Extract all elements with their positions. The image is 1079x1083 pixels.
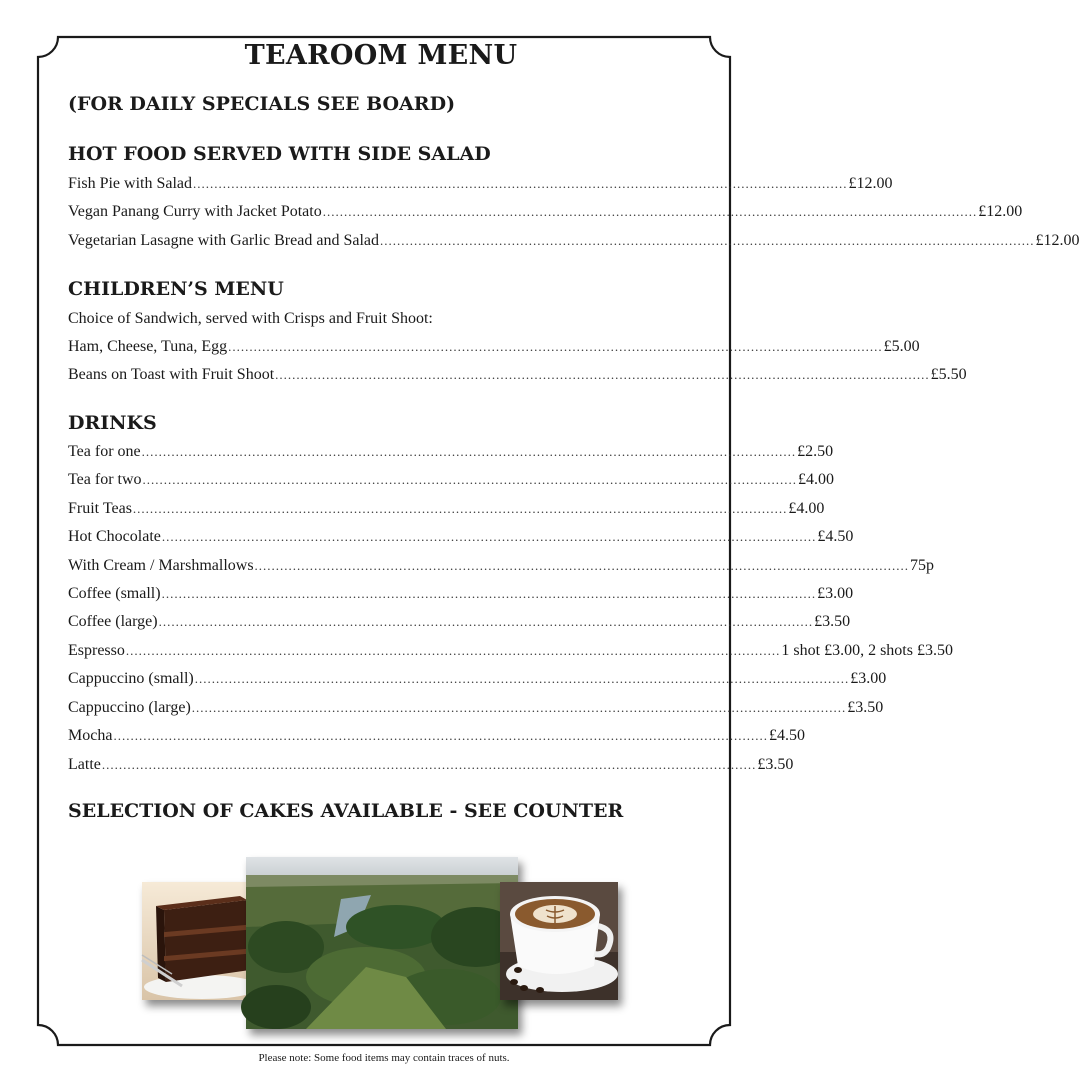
- menu-item: [68, 724, 805, 748]
- menu-item: [68, 696, 884, 720]
- dot-leader: ..........................................................................................................................................................: [125, 643, 781, 658]
- menu-item: [68, 753, 794, 777]
- item-price: £12.00: [978, 203, 1023, 220]
- dot-leader: ..........................................................................................................................................................: [113, 728, 768, 743]
- dot-leader: ..........................................................................................................................................................: [194, 671, 850, 686]
- dot-leader: ..........................................................................................................................................................: [142, 472, 798, 487]
- item-name: Coffee (small): [68, 585, 161, 602]
- item-name: Vegetarian Lasagne with Garlic Bread and Salad: [68, 232, 379, 249]
- dot-leader: ..........................................................................................................................................................: [191, 700, 847, 715]
- chocolate-cake-photo: [142, 882, 260, 1000]
- dot-leader: ..........................................................................................................................................................: [101, 757, 757, 772]
- dot-leader: ..........................................................................................................................................................: [193, 176, 848, 191]
- item-price: £5.50: [930, 366, 967, 383]
- allergy-note: Please note: Some food items may contain traces of nuts.: [258, 1052, 510, 1064]
- item-price: £3.50: [757, 756, 794, 773]
- dot-leader: ..........................................................................................................................................................: [158, 614, 814, 629]
- item-name: Fruit Teas: [68, 500, 132, 517]
- item-price: £5.00: [883, 338, 920, 355]
- item-name: Ham, Cheese, Tuna, Egg: [68, 338, 228, 355]
- item-name: Espresso: [68, 642, 125, 659]
- menu-item: [68, 554, 935, 578]
- item-name: Coffee (large): [68, 613, 158, 630]
- childrens-menu-note: Choice of Sandwich, served with Crisps and Fruit Shoot:: [68, 310, 433, 327]
- item-name: Cappuccino (large): [68, 699, 191, 716]
- menu-item: [68, 639, 953, 663]
- cakes-heading: SELECTION OF CAKES AVAILABLE - SEE COUNTER: [68, 800, 624, 822]
- dot-leader: ..........................................................................................................................................................: [228, 339, 883, 354]
- coffee-cup-photo: [500, 882, 618, 1000]
- dot-leader: ..........................................................................................................................................................: [322, 204, 978, 219]
- item-price: £12.00: [1035, 232, 1079, 249]
- item-name: Tea for two: [68, 471, 142, 488]
- menu-item: [68, 172, 893, 196]
- menu-item: [68, 525, 854, 549]
- menu-item: [68, 582, 854, 606]
- item-name: Vegan Panang Curry with Jacket Potato: [68, 203, 322, 220]
- dot-leader: ..........................................................................................................................................................: [254, 558, 910, 573]
- item-price: 1 shot £3.00, 2 shots £3.50: [781, 642, 953, 659]
- item-price: £3.00: [850, 670, 887, 687]
- menu-item: [68, 363, 967, 387]
- garden-aerial-photo: [246, 857, 518, 1029]
- item-price: 75p: [910, 557, 935, 574]
- menu-item: [68, 200, 1023, 224]
- item-price: £12.00: [848, 175, 893, 192]
- item-price: £3.00: [817, 585, 854, 602]
- item-price: £4.00: [798, 471, 835, 488]
- menu-item: [68, 335, 920, 359]
- dot-leader: ..........................................................................................................................................................: [141, 444, 797, 459]
- item-price: £3.50: [847, 699, 884, 716]
- menu-item: [68, 468, 835, 492]
- dot-leader: ..........................................................................................................................................................: [161, 529, 817, 544]
- menu-item: [68, 610, 851, 634]
- hot-food-heading: HOT FOOD SERVED WITH SIDE SALAD: [68, 143, 491, 165]
- dot-leader: ..........................................................................................................................................................: [379, 233, 1035, 248]
- item-name: Hot Chocolate: [68, 528, 161, 545]
- menu-title: TEAROOM MENU: [244, 40, 518, 71]
- item-name: Cappuccino (small): [68, 670, 194, 687]
- menu-item: [68, 497, 825, 521]
- item-name: With Cream / Marshmallows: [68, 557, 254, 574]
- item-price: £4.50: [768, 727, 805, 744]
- item-name: Beans on Toast with Fruit Shoot: [68, 366, 275, 383]
- item-name: Tea for one: [68, 443, 141, 460]
- item-price: £2.50: [797, 443, 834, 460]
- menu-item: [68, 229, 1079, 253]
- childrens-menu-heading: CHILDREN’S MENU: [68, 278, 284, 300]
- item-price: £4.00: [788, 500, 825, 517]
- item-price: £4.50: [817, 528, 854, 545]
- drinks-heading: DRINKS: [68, 412, 157, 434]
- dot-leader: ..........................................................................................................................................................: [161, 586, 817, 601]
- item-name: Fish Pie with Salad: [68, 175, 193, 192]
- dot-leader: ..........................................................................................................................................................: [275, 367, 930, 382]
- menu-subtitle: (FOR DAILY SPECIALS SEE BOARD): [68, 93, 456, 115]
- menu-item: [68, 667, 887, 691]
- dot-leader: ..........................................................................................................................................................: [132, 501, 788, 516]
- item-name: Mocha: [68, 727, 113, 744]
- item-price: £3.50: [814, 613, 851, 630]
- item-name: Latte: [68, 756, 101, 773]
- menu-item: [68, 440, 834, 464]
